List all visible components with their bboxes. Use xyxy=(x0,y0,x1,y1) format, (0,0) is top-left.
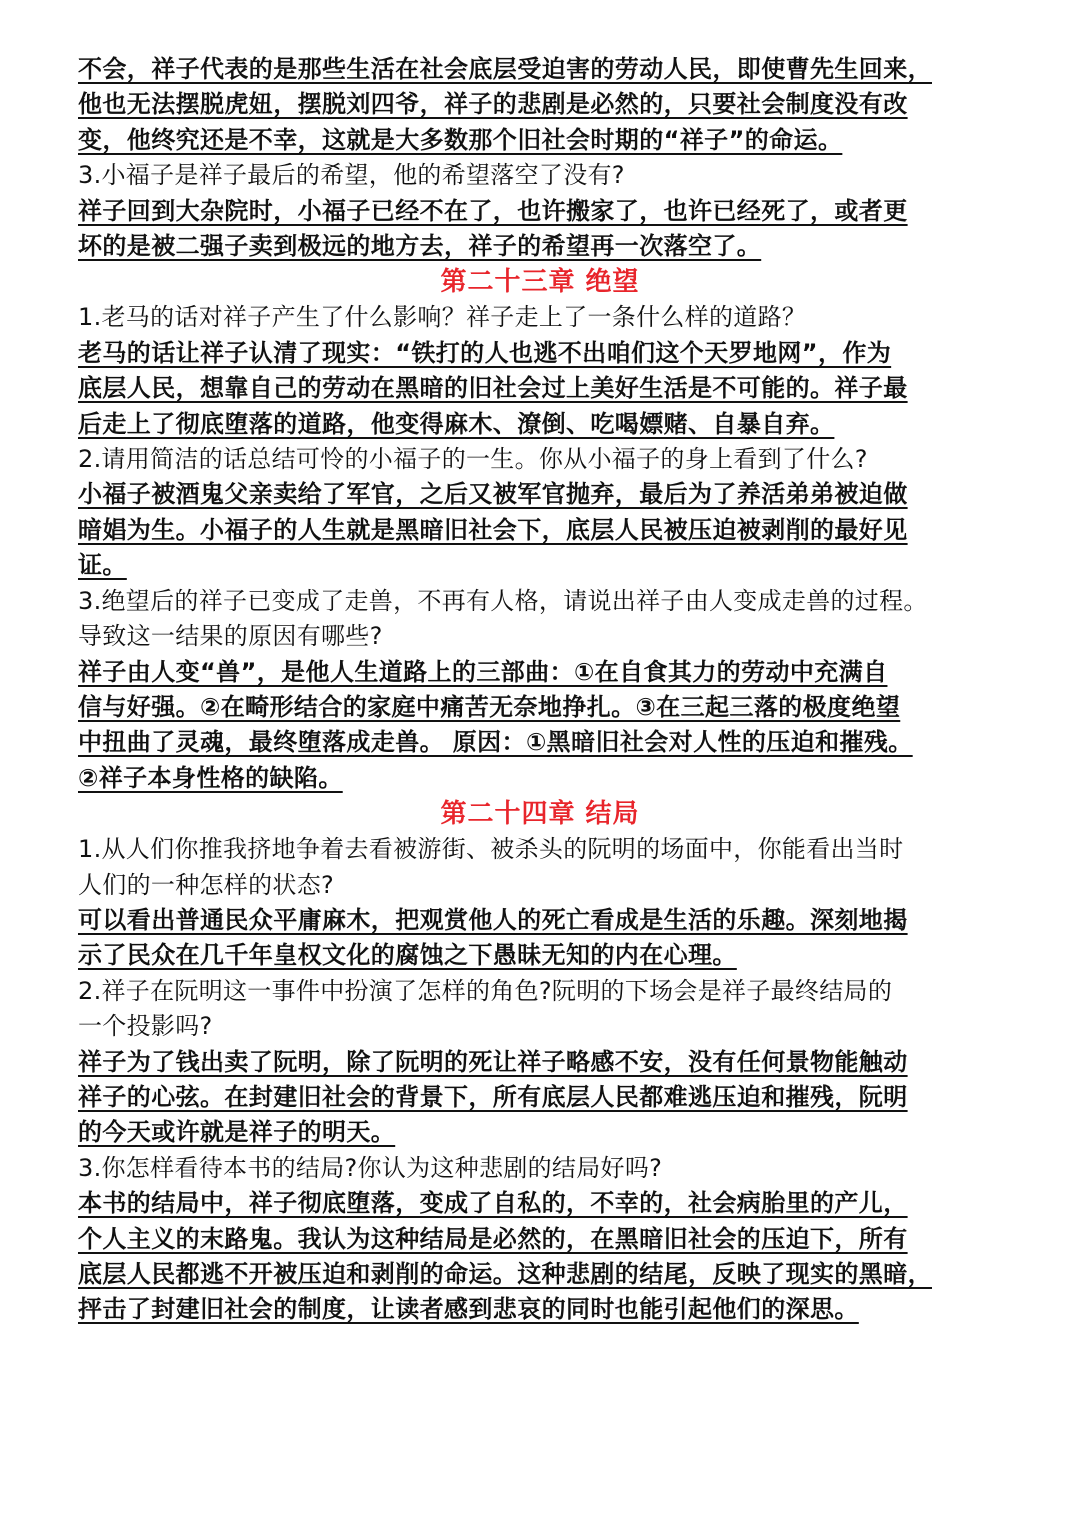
answer-line: 底层人民都逃不开被压迫和剥削的命运。这种悲剧的结尾，反映了现实的黑暗， xyxy=(78,1260,932,1288)
answer-line: 变，他终究还是不幸，这就是大多数那个旧社会时期的“祥子”的命运。 xyxy=(78,125,843,154)
answer-block xyxy=(78,655,1002,797)
answer-block xyxy=(78,1186,1002,1328)
answer-line: ②祥子本身性格的缺陷。 xyxy=(78,763,343,792)
answer-line: 后走上了彻底堕落的道路，他变得麻木、潦倒、吃喝嫖赌、自暴自弃。 xyxy=(78,409,835,438)
question-line: 3.你怎样看待本书的结局?你认为这种悲剧的结局好吗? xyxy=(78,1153,663,1182)
answer-line: 祥子为了钱出卖了阮明，除了阮明的死让祥子略感不安，没有任何景物能触动 xyxy=(78,1047,908,1076)
question-line: 3.小福子是祥子最后的希望，他的希望落空了没有? xyxy=(78,161,625,190)
question-block xyxy=(78,832,1002,903)
question-block xyxy=(78,974,1002,1045)
document-page xyxy=(78,52,1002,1328)
question-line: 导致这一结果的原因有哪些? xyxy=(78,622,383,651)
answer-line: 个人主义的末路鬼。我认为这种结局是必然的，在黑暗旧社会的压迫下，所有 xyxy=(78,1224,908,1253)
answer-line: 祥子的心弦。在封建旧社会的背景下，所有底层人民都难逃压迫和摧残，阮明 xyxy=(78,1082,908,1111)
answer-line: 可以看出普通民众平庸麻木，把观赏他人的死亡看成是生活的乐趣。深刻地揭 xyxy=(78,905,908,934)
answer-line: 信与好强。②在畸形结合的家庭中痛苦无奈地挣扎。③在三起三落的极度绝望 xyxy=(78,692,901,721)
answer-line: 底层人民，想靠自己的劳动在黑暗的旧社会过上美好生活是不可能的。祥子最 xyxy=(78,374,908,403)
answer-block xyxy=(78,477,1002,583)
answer-block xyxy=(78,903,1002,974)
question-line: 1.老马的话对祥子产生了什么影响？祥子走上了一条什么样的道路？ xyxy=(78,303,807,332)
question-block xyxy=(78,300,1002,335)
chapter-heading xyxy=(78,264,1002,300)
answer-line: 暗娼为生。小福子的人生就是黑暗旧社会下，底层人民被压迫被剥削的最好见 xyxy=(78,515,908,544)
answer-line: 他也无法摆脱虎妞，摆脱刘四爷，祥子的悲剧是必然的，只要社会制度没有改 xyxy=(78,90,908,119)
answer-line: 中扭曲了灵魂，最终堕落成走兽。 原因：①黑暗旧社会对人性的压迫和摧残。 xyxy=(78,728,913,757)
answer-line: 示了民众在几千年皇权文化的腐蚀之下愚昧无知的内在心理。 xyxy=(78,941,737,970)
question-block xyxy=(78,442,1002,477)
question-block xyxy=(78,158,1002,193)
question-line: 2.祥子在阮明这一事件中扮演了怎样的角色?阮明的下场会是祥子最终结局的 xyxy=(78,976,893,1005)
answer-line: 小福子被酒鬼父亲卖给了军官，之后又被军官抛弃，最后为了养活弟弟被迫做 xyxy=(78,480,908,509)
question-line: 3.绝望后的祥子已变成了走兽，不再有人格，请说出祥子由人变成走兽的过程。 xyxy=(78,586,928,615)
question-block xyxy=(78,1151,1002,1186)
question-line: 一个投影吗? xyxy=(78,1012,213,1041)
answer-block xyxy=(78,194,1002,265)
question-block xyxy=(78,584,1002,655)
answer-line: 不会，祥子代表的是那些生活在社会底层受迫害的劳动人民，即使曹先生回来， xyxy=(78,55,932,83)
answer-line: 老马的话让祥子认清了现实：“铁打的人也逃不出咱们这个天罗地网”，作为 xyxy=(78,338,892,367)
answer-line: 证。 xyxy=(78,551,127,580)
question-line: 1.从人们你推我挤地争着去看被游街、被杀头的阮明的场面中，你能看出当时 xyxy=(78,835,904,864)
chapter-heading xyxy=(78,796,1002,832)
answer-block xyxy=(78,336,1002,442)
answer-line: 坏的是被二强子卖到极远的地方去，祥子的希望再一次落空了。 xyxy=(78,232,762,261)
chapter-title: 第二十四章 结局 xyxy=(440,799,640,830)
answer-line: 本书的结局中，祥子彻底堕落，变成了自私的，不幸的，社会病胎里的产儿， xyxy=(78,1189,908,1218)
answer-block xyxy=(78,1045,1002,1151)
question-line: 2.请用简洁的话总结可怜的小福子的一生。你从小福子的身上看到了什么? xyxy=(78,445,868,474)
answer-line: 的今天或许就是祥子的明天。 xyxy=(78,1118,396,1147)
answer-line: 祥子由人变“兽”，是他人生道路上的三部曲：①在自食其力的劳动中充满自 xyxy=(78,657,888,686)
chapter-title: 第二十三章 绝望 xyxy=(440,267,640,298)
answer-line: 抨击了封建旧社会的制度，让读者感到悲哀的同时也能引起他们的深思。 xyxy=(78,1295,859,1324)
question-line: 人们的一种怎样的状态? xyxy=(78,870,335,899)
answer-block xyxy=(78,52,1002,158)
answer-line: 祥子回到大杂院时，小福子已经不在了，也许搬家了，也许已经死了，或者更 xyxy=(78,196,908,225)
